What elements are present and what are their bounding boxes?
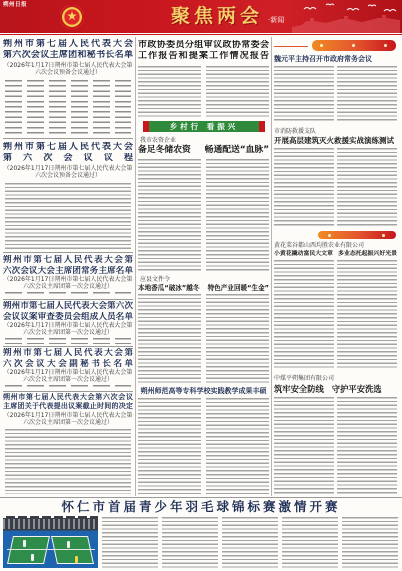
flower-icon (352, 44, 355, 47)
notice-title-line: 会议议案审查委员会组成人员名单 (3, 311, 133, 322)
article-body-text (282, 517, 338, 568)
national-emblem-icon (60, 5, 84, 29)
headline-part: 畅通配送“血脉” (204, 145, 269, 155)
notice-note: （2026年1月17日朔州市第七届人民代表大会第六次会议预备会议通过） (3, 62, 133, 77)
bird-icon (304, 8, 316, 10)
article-body-text (337, 260, 397, 370)
notice-title-line: 六次会议大会副秘书长名单 (3, 358, 133, 369)
badminton-court (7, 536, 50, 564)
article-body-text (162, 517, 218, 568)
player-figure (67, 541, 70, 548)
fire-drill-headline: 开展高层建筑灭火救援实战演练测试 (274, 136, 394, 145)
notice-title-line: 朔州市第七届人民代表大会第 (3, 255, 133, 265)
section-title: 聚焦两会 (171, 5, 264, 27)
college-headline: 朔州师范高等专科学校实践教学成果丰硕 (140, 387, 267, 395)
article-body-text (274, 260, 334, 370)
notice-note: （2026年1月17日朔州市第七届人民代表大会第六次会议主席团第一次会议通过） (3, 322, 133, 337)
badminton-court (51, 536, 94, 564)
notice-title (3, 142, 133, 163)
notice-divider (3, 391, 133, 392)
notice-title-line: 第六次会议主席团和秘书长名单 (3, 49, 133, 60)
article-body-text (138, 66, 201, 118)
article-kicker: 中煤平朔集团有限公司 (274, 375, 335, 382)
name-list (5, 292, 131, 297)
notice-divider (3, 138, 133, 139)
headline-part: 筑牢安全防线 (274, 384, 324, 394)
notice-note: （2026年1月17日朔州市第七届人民代表大会第六次会议预备会议通过） (3, 165, 133, 180)
article-body-text (337, 66, 397, 122)
flower-icon (328, 234, 331, 237)
section-tag: ·新闻 (268, 16, 285, 24)
headline-line: 市政协委员分组审议政协常委会 (138, 40, 269, 50)
notice-title-line: 第六次会议议程 (3, 152, 133, 163)
great-wall-shape (292, 15, 400, 33)
article-body-text (138, 159, 201, 271)
flower-icon (384, 44, 387, 47)
cppcc-headline (138, 40, 269, 62)
ceiling-lights (3, 516, 98, 518)
notice-divider (3, 252, 133, 253)
decision-body-text (5, 429, 131, 494)
badminton-photo (3, 516, 98, 568)
article-body-text (206, 159, 269, 271)
agenda-body-text (5, 183, 131, 249)
bird-icon (384, 10, 396, 12)
flower-icon (382, 234, 385, 237)
notice-title (3, 348, 133, 369)
article-kicker: 市消防救援支队 (274, 128, 317, 135)
article-body-text (337, 397, 397, 494)
article-body-text (206, 294, 269, 383)
melon-headline (138, 284, 269, 292)
article-body-text (138, 398, 201, 494)
article-body-text (102, 517, 158, 568)
name-list (5, 385, 131, 389)
coal-safety-headline (274, 384, 382, 394)
article-body-text (274, 397, 334, 494)
court-net (7, 549, 95, 550)
column-banner (312, 40, 396, 51)
masthead-banner (0, 0, 402, 33)
notice-note: （2026年1月17日朔州市第七届人民代表大会第六次会议主席团第一次会议通过） (3, 276, 133, 291)
headline-part: 小黄花撬动富民大文章 (274, 251, 333, 257)
notice-title-line: 朔州市第七届人民代表大会第 (3, 348, 133, 358)
article-body-text (274, 148, 334, 227)
rural-revitalization-banner: 乡村行 看振兴 (143, 121, 265, 132)
column-divider (271, 37, 272, 496)
column-divider (135, 37, 136, 496)
bird-icon (347, 9, 359, 11)
article-body-text (342, 517, 398, 568)
badminton-headline: 怀仁市首届青少年羽毛球锦标赛激情开赛 (61, 499, 341, 514)
article-body-text (206, 398, 269, 494)
notice-divider (3, 299, 133, 300)
daylily-headline (274, 250, 397, 258)
banner-lead-line (274, 46, 308, 47)
section-divider (0, 497, 402, 498)
newspaper-name: 朔州日报 (3, 2, 28, 8)
article-body-text (274, 66, 334, 122)
notice-title (3, 301, 133, 322)
article-kicker: 黄花菜谷都山西均胜农业有限公司 (274, 242, 365, 249)
headline-part: 守护平安洗选 (331, 384, 382, 394)
name-list (5, 80, 131, 134)
star-icon (67, 11, 77, 21)
article-body-text (206, 66, 269, 118)
notice-title-line: 朔州市第七届人民代表大会第六次 (3, 301, 133, 311)
spectator-stands (3, 519, 98, 529)
article-kicker: 我市农资企业 (140, 137, 177, 144)
article-body-text (138, 294, 201, 383)
notice-divider (3, 346, 133, 347)
meeting-headline: 魏元平主持召开市政府常务会议 (274, 55, 372, 63)
notice-note: （2026年1月17日朔州市第七届人民代表大会第六次会议主席团第一次会议通过） (3, 369, 133, 384)
notice-title-line: 朔州市第七届人民代表大会 (3, 39, 133, 49)
column-banner (318, 231, 396, 239)
bird-icon (326, 4, 334, 5)
notice-title (3, 393, 133, 411)
player-figure (75, 556, 78, 563)
notice-title-line: 主席团关于代表提出议案截止时间的决定 (3, 402, 133, 410)
agri-headline (138, 145, 269, 156)
article-kicker: 应县文件令 (140, 276, 171, 283)
notice-title-line: 朔州市第七届人民代表大会第六次会议 (3, 393, 133, 401)
notice-title (3, 39, 133, 60)
bird-icon (368, 5, 376, 6)
notice-note: （2026年1月17日朔州市第七届人民代表大会第六次会议主席团第一次会议通过） (3, 412, 133, 427)
headline-part: 特色产业回暖“生金” (207, 284, 269, 292)
article-body-text (337, 148, 397, 227)
headline-line: 工作报告和提案工作情况报告 (138, 51, 269, 61)
player-figure (23, 540, 26, 547)
article-body-text (222, 517, 278, 568)
headline-part: 多业态托起振兴好光景 (338, 251, 397, 257)
birds-and-great-wall-decoration (292, 1, 400, 33)
notice-title-line: 朔州市第七届人民代表大会 (3, 142, 133, 152)
masthead-rule (0, 34, 402, 35)
headline-part: 本地香瓜“破冰”越冬 (138, 284, 200, 292)
flower-icon (320, 44, 323, 47)
notice-title (3, 255, 133, 276)
notice-title-line: 六次会议大会主席团常务主席名单 (3, 265, 133, 276)
headline-part: 备足冬储农资 (138, 145, 191, 155)
name-list (5, 338, 131, 344)
player-figure (31, 554, 34, 561)
